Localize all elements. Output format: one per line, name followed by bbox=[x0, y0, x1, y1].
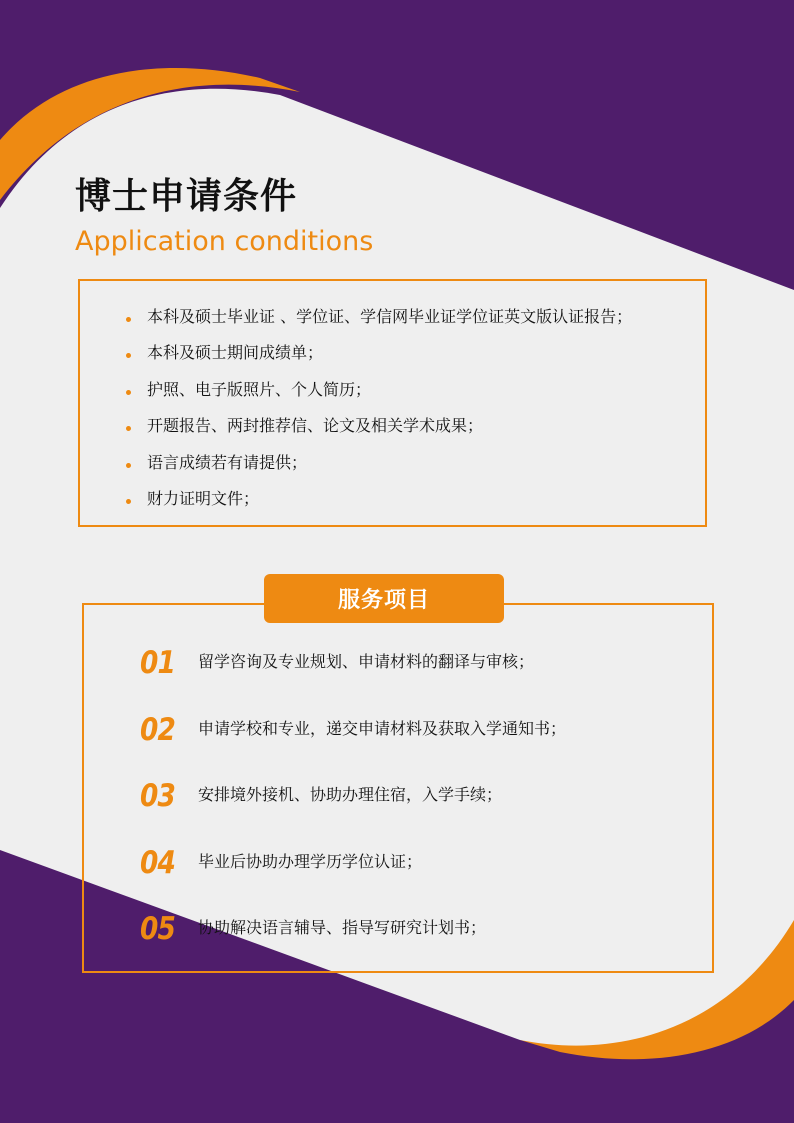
services-box bbox=[82, 603, 714, 973]
service-number: 05 bbox=[140, 911, 175, 947]
page-title: 博士申请条件 bbox=[75, 176, 298, 217]
condition-item: 开题报告、两封推荐信、论文及相关学术成果； bbox=[126, 415, 632, 451]
service-number: 01 bbox=[140, 645, 175, 681]
services-title: 服务项目 bbox=[337, 588, 430, 613]
service-item bbox=[140, 713, 566, 780]
service-item bbox=[140, 779, 566, 846]
bullet-icon bbox=[126, 390, 131, 395]
bullet-icon bbox=[126, 317, 131, 322]
service-text: 留学咨询及专业规划、申请材料的翻译与审核； bbox=[198, 652, 535, 671]
service-text: 申请学校和专业，递交申请材料及获取入学通知书； bbox=[198, 718, 567, 738]
service-item bbox=[140, 646, 566, 713]
services-list bbox=[140, 646, 566, 979]
conditions-box bbox=[78, 279, 707, 527]
service-item bbox=[140, 912, 566, 979]
conditions-list bbox=[126, 306, 632, 524]
condition-item: 语言成绩若有请提供； bbox=[126, 452, 632, 488]
condition-item: 本科及硕士期间成绩单； bbox=[126, 342, 632, 378]
services-title-tab bbox=[264, 574, 504, 623]
service-number: 03 bbox=[140, 778, 175, 814]
page-subtitle: Application conditions bbox=[75, 226, 374, 257]
bullet-icon bbox=[126, 353, 131, 358]
condition-item: 本科及硕士毕业证 、学位证、学信网毕业证学位证英文版认证报告； bbox=[126, 306, 632, 342]
service-number: 02 bbox=[140, 711, 175, 748]
bullet-icon bbox=[126, 463, 131, 468]
bullet-icon bbox=[126, 499, 131, 504]
service-number: 04 bbox=[140, 844, 175, 881]
service-item bbox=[140, 846, 566, 913]
condition-item: 财力证明文件； bbox=[126, 488, 632, 524]
service-text: 安排境外接机、协助办理住宿，入学手续； bbox=[198, 785, 503, 804]
service-text: 协助解决语言辅导、指导写研究计划书； bbox=[198, 918, 487, 937]
service-text: 毕业后协助办理学历学位认证； bbox=[198, 851, 423, 871]
condition-item: 护照、电子版照片、个人简历； bbox=[126, 379, 632, 415]
bullet-icon bbox=[126, 426, 131, 431]
